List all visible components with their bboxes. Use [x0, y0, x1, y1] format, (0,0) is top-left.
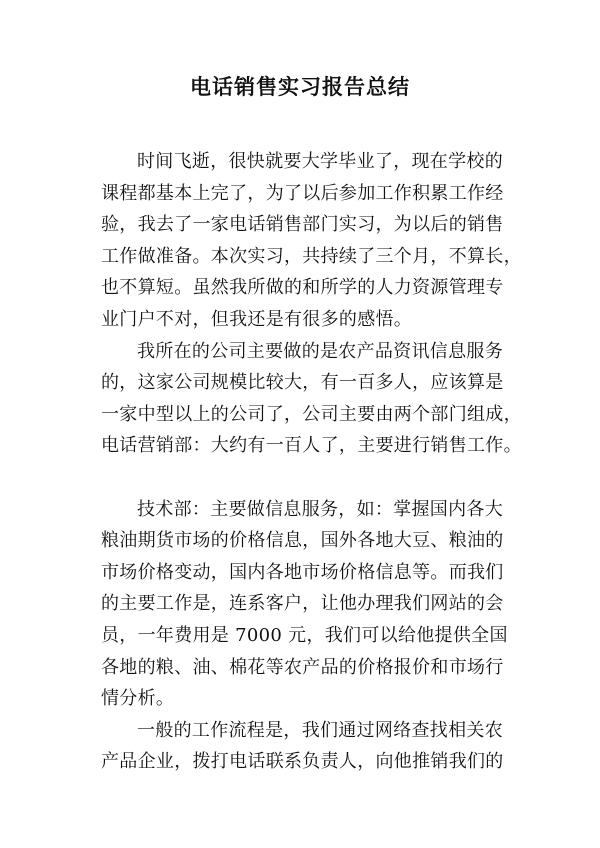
paragraph-line: 一般的工作流程是，我们通过网络查找相关农: [137, 719, 503, 741]
document-body: [101, 146, 531, 778]
paragraph-line: 的主要工作是，连系客户，让他办理我们网站的会: [101, 593, 504, 615]
paragraph-line: 情分析。: [101, 688, 175, 710]
paragraph-line: 也不算短。虽然我所做的和所学的人力资源管理专: [101, 277, 504, 299]
paragraph-line: 验，我去了一家电话销售部门实习，为以后的销售: [101, 214, 504, 236]
paragraph-line: 工作做准备。本次实习，共持续了三个月，不算长，: [101, 245, 522, 267]
paragraph-line: 电话营销部：大约有一百人了，主要进行销售工作。: [101, 435, 522, 457]
paragraph-line: 市场价格变动，国内各地市场价格信息等。而我们: [101, 561, 504, 583]
document-title: 电话销售实习报告总结: [190, 75, 410, 99]
paragraph-line: 产品企业，拨打电话联系负责人，向他推销我们的: [101, 751, 504, 773]
paragraph-line: 各地的粮、油、棉花等农产品的价格报价和市场行: [101, 656, 504, 678]
paragraph-gap: [101, 462, 531, 494]
paragraph-line: 业门户不对，但我还是有很多的感悟。: [101, 308, 413, 330]
paragraph-line: 一家中型以上的公司了，公司主要由两个部门组成，: [101, 403, 522, 425]
paragraph-line: 粮油期货市场的价格信息，国外各地大豆、粮油的: [101, 530, 504, 552]
paragraph-line: 课程都基本上完了，为了以后参加工作积累工作经: [101, 182, 504, 204]
paragraph-line: 我所在的公司主要做的是农产品资讯信息服务: [137, 340, 503, 362]
paragraph-line: 时间飞逝，很快就要大学毕业了，现在学校的: [137, 151, 503, 172]
paragraph-line: 技术部：主要做信息服务，如：掌握国内各大: [137, 498, 503, 520]
paragraph-line: 员，一年费用是 7000 元，我们可以给他提供全国: [101, 624, 508, 646]
paragraph-line: 的，这家公司规模比较大，有一百多人，应该算是: [101, 372, 504, 394]
